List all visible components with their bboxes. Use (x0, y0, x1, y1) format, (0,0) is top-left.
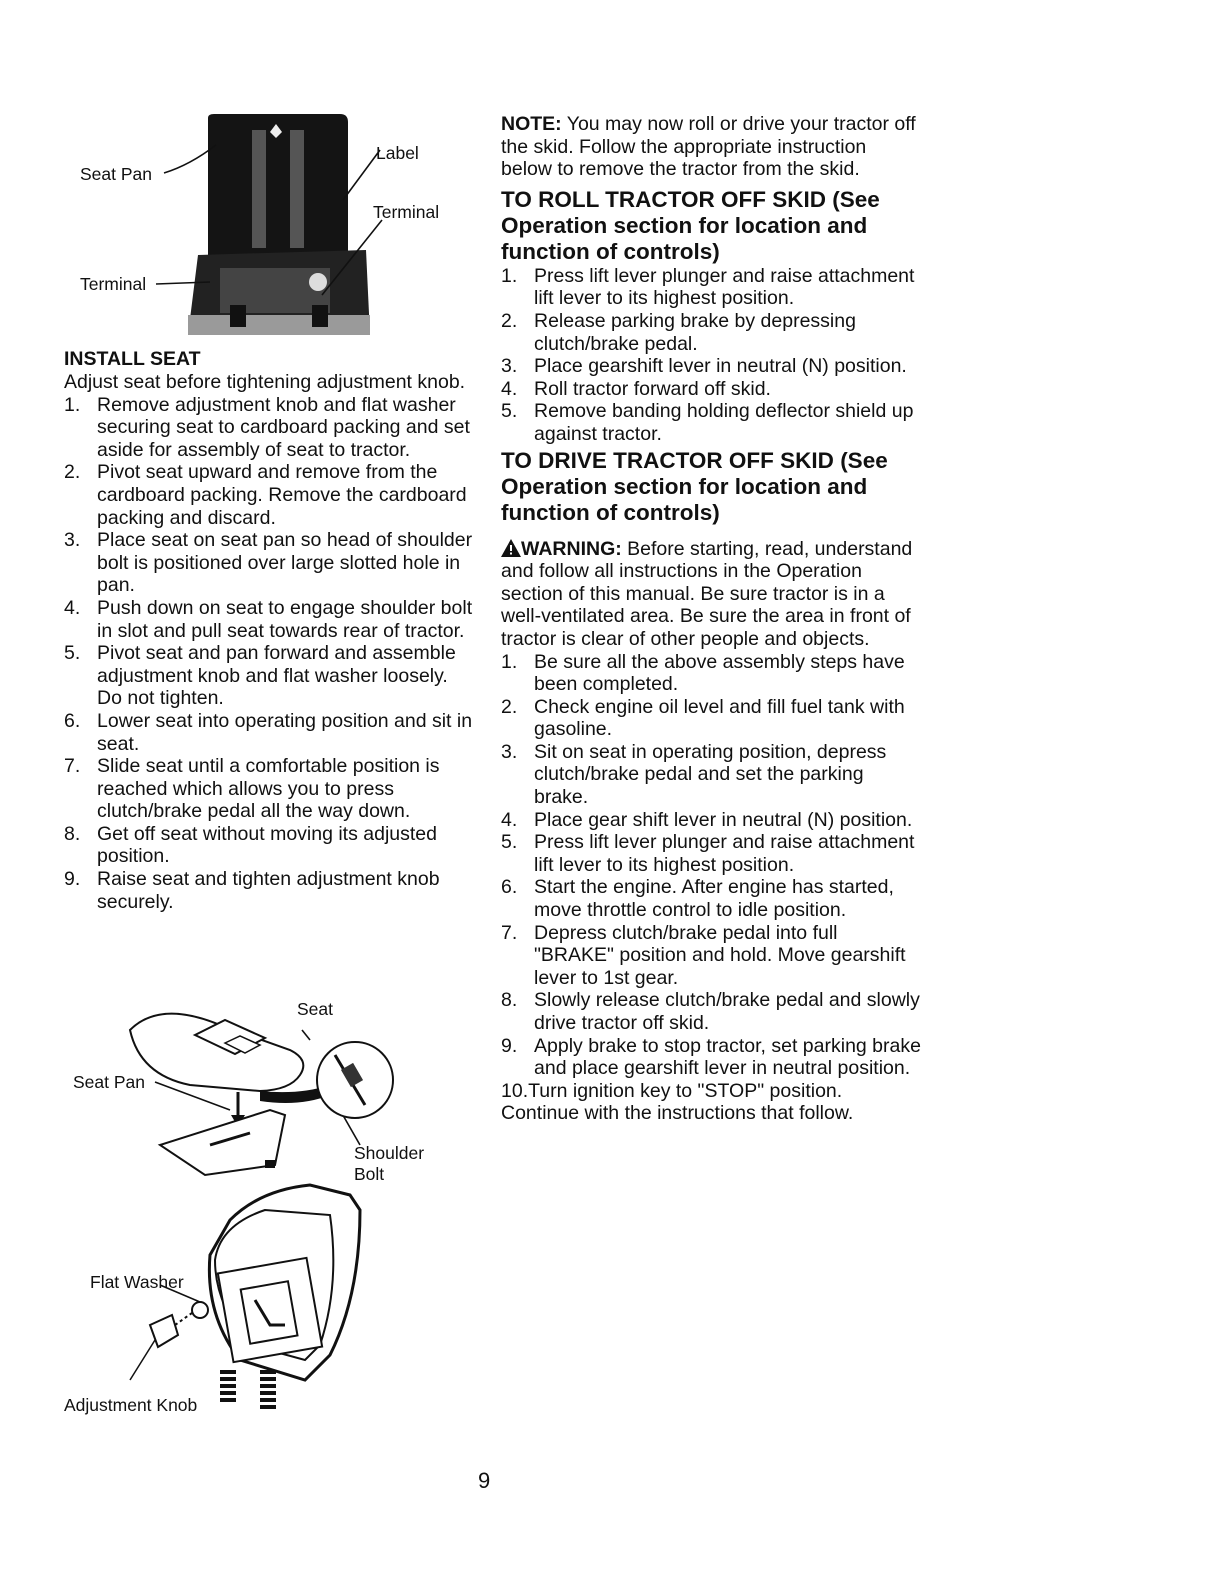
step-text: Release parking brake by depressing clutch/brake pedal. (534, 309, 856, 355)
step-number: 5. (501, 400, 518, 423)
drive-off-heading-sub: (See Operation section for location and function of controls) (501, 447, 888, 525)
step-text: Sit on seat in operating position, depress clutch/brake pedal and set the parking brake. (534, 740, 887, 809)
drive-step (501, 809, 921, 832)
step-text: Check engine oil level and fill fuel tank with gasoline. (534, 695, 905, 741)
step-number: 4. (501, 808, 518, 831)
label-shoulder: Shoulder (354, 1143, 425, 1163)
step-number: 4. (64, 596, 81, 619)
step-text: Depress clutch/brake pedal into full "BRAKE" position and hold. Move gearshift lever to 1st gear. (534, 921, 906, 989)
drive-step (501, 741, 921, 809)
drive-step (501, 989, 921, 1034)
drive-step (501, 831, 921, 876)
step-number: 3. (64, 529, 81, 552)
step-text: Place gearshift lever in neutral (N) position. (534, 355, 907, 378)
roll-step (501, 378, 921, 401)
drive-step (501, 651, 921, 696)
step-number: 10. (501, 1079, 529, 1102)
label-seat-pan-top: Seat Pan (80, 164, 152, 184)
step-text: Get off seat without moving its adjusted position. (97, 822, 437, 868)
label-adjustment-knob: Adjustment Knob (64, 1395, 198, 1415)
step-text: Press lift lever plunger and raise attachment lift lever to its highest position. (534, 831, 915, 876)
drive-off-heading (501, 448, 921, 526)
install-step (64, 461, 474, 529)
drive-off-steps (501, 651, 921, 1080)
roll-off-steps (501, 265, 921, 446)
roll-step (501, 355, 921, 378)
step-number: 8. (501, 989, 518, 1012)
step-text: Roll tractor forward off skid. (534, 377, 771, 400)
step-number: 1. (501, 650, 518, 673)
warning-label: WARNING: (521, 537, 622, 560)
roll-off-heading (501, 187, 921, 265)
warning-text: Before starting, read, understand and follow all instructions in the Operation section of this manual. Be sure tractor is in a well-ventilated area. Be sure the area in front of tractor is clear of other people and objects. (501, 537, 913, 650)
install-step (64, 529, 474, 597)
step-number: 7. (64, 755, 81, 778)
step-text: Turn ignition key to "STOP" position. (528, 1079, 843, 1102)
seat-assembly-figure (60, 995, 460, 1425)
step-number: 2. (501, 309, 518, 332)
drive-step (501, 1035, 921, 1080)
warning-paragraph (501, 538, 921, 651)
step-number: 1. (501, 264, 518, 287)
step-number: 2. (64, 461, 81, 484)
drive-off-heading-main: TO DRIVE TRACTOR OFF SKID (501, 447, 841, 473)
step-text: Remove adjustment knob and flat washer securing seat to cardboard packing and set aside for assembly of seat to tractor. (97, 393, 470, 461)
step-text: Apply brake to stop tractor, set parking brake and place gearshift lever in neutral position. (534, 1034, 921, 1080)
install-step (64, 394, 474, 462)
step-text: Push down on seat to engage shoulder bolt in slot and pull seat towards rear of tractor. (97, 596, 473, 642)
step-text: Raise seat and tighten adjustment knob securely. (97, 868, 440, 913)
step-text: Slowly release clutch/brake pedal and slowly drive tractor off skid. (534, 989, 920, 1034)
step-number: 3. (501, 740, 518, 763)
step-number: 9. (64, 868, 81, 891)
step-text: Place seat on seat pan so head of shoulder bolt is positioned over large slotted hole in pan. (97, 529, 473, 597)
roll-off-heading-sub: (See Operation section for location and function of controls) (501, 186, 880, 264)
step-number: 2. (501, 695, 518, 718)
step-text: Pivot seat and pan forward and assemble adjustment knob and flat washer loosely. Do not tighten. (97, 642, 456, 710)
drive-step (501, 922, 921, 990)
install-step (64, 823, 474, 868)
install-step (64, 642, 474, 710)
warning-triangle-icon (501, 539, 521, 557)
step-number: 5. (501, 831, 518, 854)
install-step (64, 597, 474, 642)
step-number: 8. (64, 822, 81, 845)
label-terminal-left: Terminal (80, 274, 147, 294)
step-text: Press lift lever plunger and raise attachment lift lever to its highest position. (534, 264, 915, 310)
step-text: Pivot seat upward and remove from the cardboard packing. Remove the cardboard packing and discard. (97, 461, 467, 529)
step-text: Place gear shift lever in neutral (N) position. (534, 808, 913, 831)
label-label: Label (376, 143, 419, 163)
roll-step (501, 400, 921, 445)
step-text: Remove banding holding deflector shield up against tractor. (534, 400, 914, 445)
closing-line: Continue with the instructions that follow. (501, 1102, 854, 1125)
note-label: NOTE: (501, 113, 562, 135)
step-text: Be sure all the above assembly steps have been completed. (534, 650, 905, 696)
step-number: 6. (64, 709, 81, 732)
right-column (501, 113, 921, 1125)
label-flat-washer: Flat Washer (90, 1272, 184, 1292)
left-column (64, 347, 474, 913)
step-text: Start the engine. After engine has started, move throttle control to idle position. (534, 876, 894, 922)
install-step (64, 868, 474, 913)
label-seat: Seat (297, 999, 333, 1019)
install-seat-intro: Adjust seat before tightening adjustment knob. (64, 371, 466, 393)
step-number: 3. (501, 355, 518, 378)
roll-step (501, 265, 921, 310)
step-number: 4. (501, 377, 518, 400)
install-seat-steps (64, 394, 474, 914)
install-seat-heading: INSTALL SEAT (64, 348, 201, 370)
step-text: Slide seat until a comfortable position is reached which allows you to press clutch/brake pedal all the way down. (97, 755, 440, 823)
note-paragraph (501, 113, 921, 181)
install-step (64, 755, 474, 823)
drive-step (501, 876, 921, 921)
note-text: You may now roll or drive your tractor off the skid. Follow the appropriate instruction below to remove the tractor from the skid. (501, 113, 916, 181)
step-number: 1. (64, 393, 81, 416)
step-number: 5. (64, 642, 81, 665)
step-number: 7. (501, 921, 518, 944)
step-number: 6. (501, 876, 518, 899)
label-seat-pan-bottom: Seat Pan (73, 1072, 145, 1092)
page-number: 9 (478, 1468, 491, 1493)
label-bolt: Bolt (354, 1164, 385, 1184)
label-terminal-right: Terminal (373, 202, 440, 222)
install-step (64, 710, 474, 755)
roll-off-heading-main: TO ROLL TRACTOR OFF SKID (501, 186, 833, 212)
drive-step-final (501, 1080, 921, 1103)
step-text: Lower seat into operating position and sit in seat. (97, 709, 473, 755)
drive-step (501, 696, 921, 741)
roll-step (501, 310, 921, 355)
step-number: 9. (501, 1034, 518, 1057)
